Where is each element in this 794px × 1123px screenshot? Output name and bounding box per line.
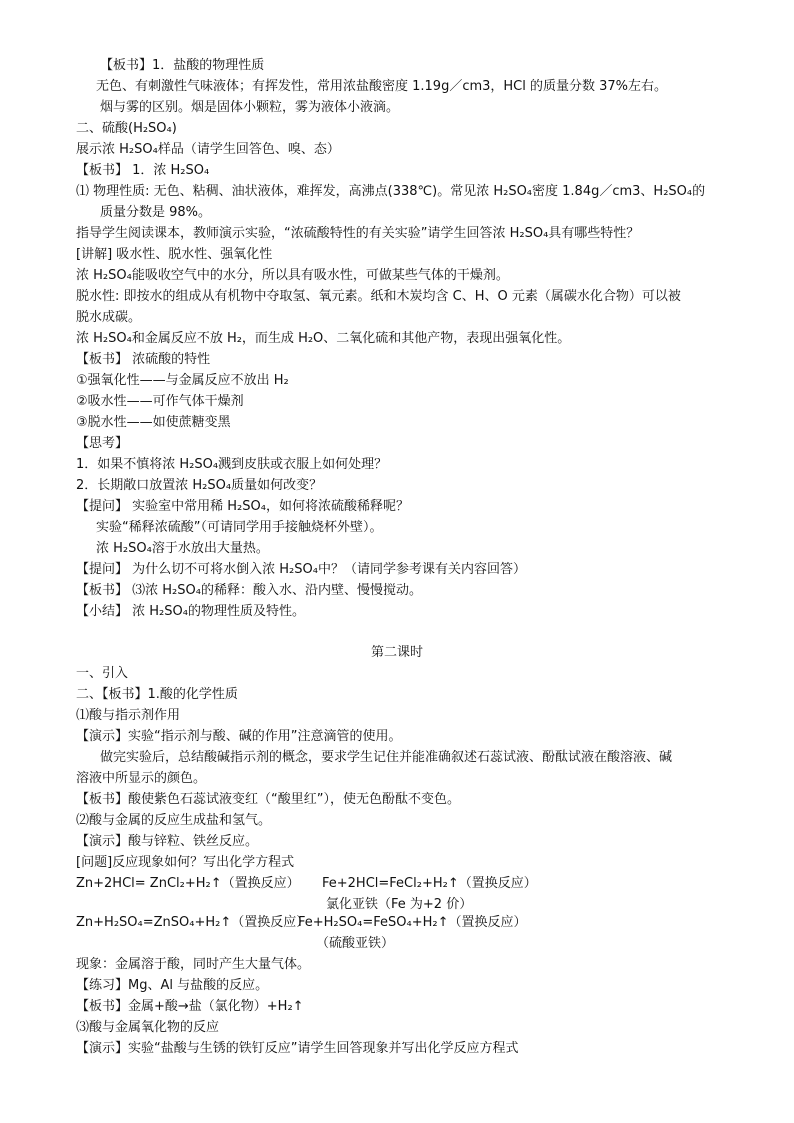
question-phenomena: [问题]反应现象如何？写出化学方程式 — [76, 855, 295, 870]
demo-rusty-nail-text: 【演示】实验“盐酸与生锈的铁钉反应”请学生回答现象并写出化学反应方程式 — [76, 1041, 519, 1056]
second-lesson-title: 第二课时 — [370, 645, 423, 660]
board-dilution-rule: 【板书】 ⑶浓 H₂SO₄的稀释：酸入水、沿内壁、慢慢搅动。 — [76, 583, 422, 598]
board-litmus-text: 【板书】酸使紫色石蕊试液变红（“酸里红”），使无色酚酞不变色。 — [76, 792, 460, 807]
explain-properties-text: [讲解] 吸水性、脱水性、强氧化性 — [76, 247, 273, 262]
property-item-absorption: ②吸水性——可作气体干燥剂 — [76, 394, 244, 409]
indicator-summary-text: 做完实验后，总结酸碱指示剂的概念，要求学生记住并能准确叙述石蕊试液、酚酞试液在酸溶液、碱 — [100, 750, 673, 765]
dilute-experiment-text: 实验“稀释浓硫酸”（可请同学用手接触烧杯外壁）。 — [96, 520, 383, 535]
property-item-oxidation: ①强氧化性——与金属反应不放出 H₂ — [76, 373, 289, 388]
board-heading-properties: 【板书】 浓硫酸的特性 — [76, 352, 211, 367]
question-water-pour: 【提问】 为什么切不可将水倒入浓 H₂SO₄中？（请同学参考课有关内容回答） — [76, 562, 526, 577]
phenomena-text: 现象：金属溶于酸，同时产生大量气体。 — [76, 957, 311, 972]
section-heading-sulfuric-acid: 二、硫酸(H₂SO₄) — [76, 121, 177, 136]
ferrous-sulfate-label: （硫酸亚铁） — [316, 936, 395, 951]
sample-display-text: 展示浓 H₂SO₄样品（请学生回答色、嗅、态） — [76, 142, 340, 157]
acid-metal-subheading: ⑵酸与金属的反应生成盐和氢气。 — [76, 813, 272, 828]
demo-indicator-text: 【演示】实验“指示剂与酸、碱的作用”注意滴管的使用。 — [76, 729, 402, 744]
ferrous-chloride-label: 氯化亚铁（Fe 为+2 价） — [326, 897, 473, 912]
property-item-dehydration: ③脱水性——如使蔗糖变黑 — [76, 415, 231, 430]
equation-fe-hcl: Fe+2HCl=FeCl₂+H₂↑（置换反应） — [322, 876, 537, 891]
indicator-subheading: ⑴酸与指示剂作用 — [76, 708, 181, 723]
metal-oxide-subheading: ⑶酸与金属氧化物的反应 — [76, 1020, 220, 1035]
dehydration-continued: 脱水成碳。 — [76, 310, 142, 325]
physical-properties-text: ⑴ 物理性质: 无色、粘稠、油状液体，难挥发，高沸点(338℃)。常见浓 H₂SO₄密度 1.84g／cm3、H₂SO₄的 — [76, 184, 706, 199]
summary-text: 【小结】 浓 H₂SO₄的物理性质及特性。 — [76, 604, 305, 619]
think-heading: 【思考】 — [76, 436, 129, 451]
think-question-1: 1．如果不慎将浓 H₂SO₄溅到皮肤或衣服上如何处理？ — [76, 457, 388, 472]
question-dilute: 【提问】 实验室中常用稀 H₂SO₄，如何将浓硫酸稀释呢？ — [76, 499, 409, 514]
guide-reading-text: 指导学生阅读课本，教师演示实验，“浓硫酸特性的有关实验”请学生回答浓 H₂SO₄具有哪些特性？ — [76, 226, 640, 241]
heat-release-text: 浓 H₂SO₄溶于水放出大量热。 — [96, 541, 269, 556]
indicator-summary-continued: 溶液中所显示的颜色。 — [76, 771, 207, 786]
physical-properties-continued: 质量分数是 98%。 — [100, 205, 212, 220]
hcl-properties-text: 无色、有刺激性气味液体；有挥发性，常用浓盐酸密度 1.19g／cm3，HCl 的质量分数 37%左右。 — [96, 79, 668, 94]
oxidation-text: 浓 H₂SO₄和金属反应不放 H₂，而生成 H₂O、二氧化硫和其他产物，表现出强氧化性。 — [76, 331, 571, 346]
smoke-fog-text: 烟与雾的区别。烟是固体小颗粒，雾为液体小液滴。 — [100, 100, 400, 115]
board-heading-hcl: 【板书】1．盐酸的物理性质 — [100, 58, 265, 73]
dehydration-text: 脱水性: 即按水的组成从有机物中夺取氢、氧元素。纸和木炭均含 C、H、O 元素（属碳水化合物）可以被 — [76, 289, 681, 304]
demo-zinc-iron-text: 【演示】酸与锌粒、铁丝反应。 — [76, 834, 259, 849]
board-heading-concentrated: 【板书】 1．浓 H₂SO₄ — [76, 163, 210, 178]
equation-fe-h2so4: Fe+H₂SO₄=FeSO₄+H₂↑（置换反应） — [298, 915, 527, 930]
water-absorption-text: 浓 H₂SO₄能吸收空气中的水分，所以具有吸水性，可做某些气体的干燥剂。 — [76, 268, 509, 283]
practice-text: 【练习】Mg、Al 与盐酸的反应。 — [76, 978, 269, 993]
board-metal-acid-text: 【板书】金属+酸→盐（氯化物）+H₂↑ — [76, 999, 304, 1014]
chemical-properties-heading: 二、【板书】1.酸的化学性质 — [76, 687, 238, 702]
equation-zn-hcl: Zn+2HCl= ZnCl₂+H₂↑（置换反应） — [76, 876, 300, 891]
intro-heading: 一、引入 — [76, 666, 129, 681]
equation-zn-h2so4: Zn+H₂SO₄=ZnSO₄+H₂↑（置换反应） — [76, 915, 310, 930]
think-question-2: 2．长期敞口放置浓 H₂SO₄质量如何改变？ — [76, 478, 323, 493]
